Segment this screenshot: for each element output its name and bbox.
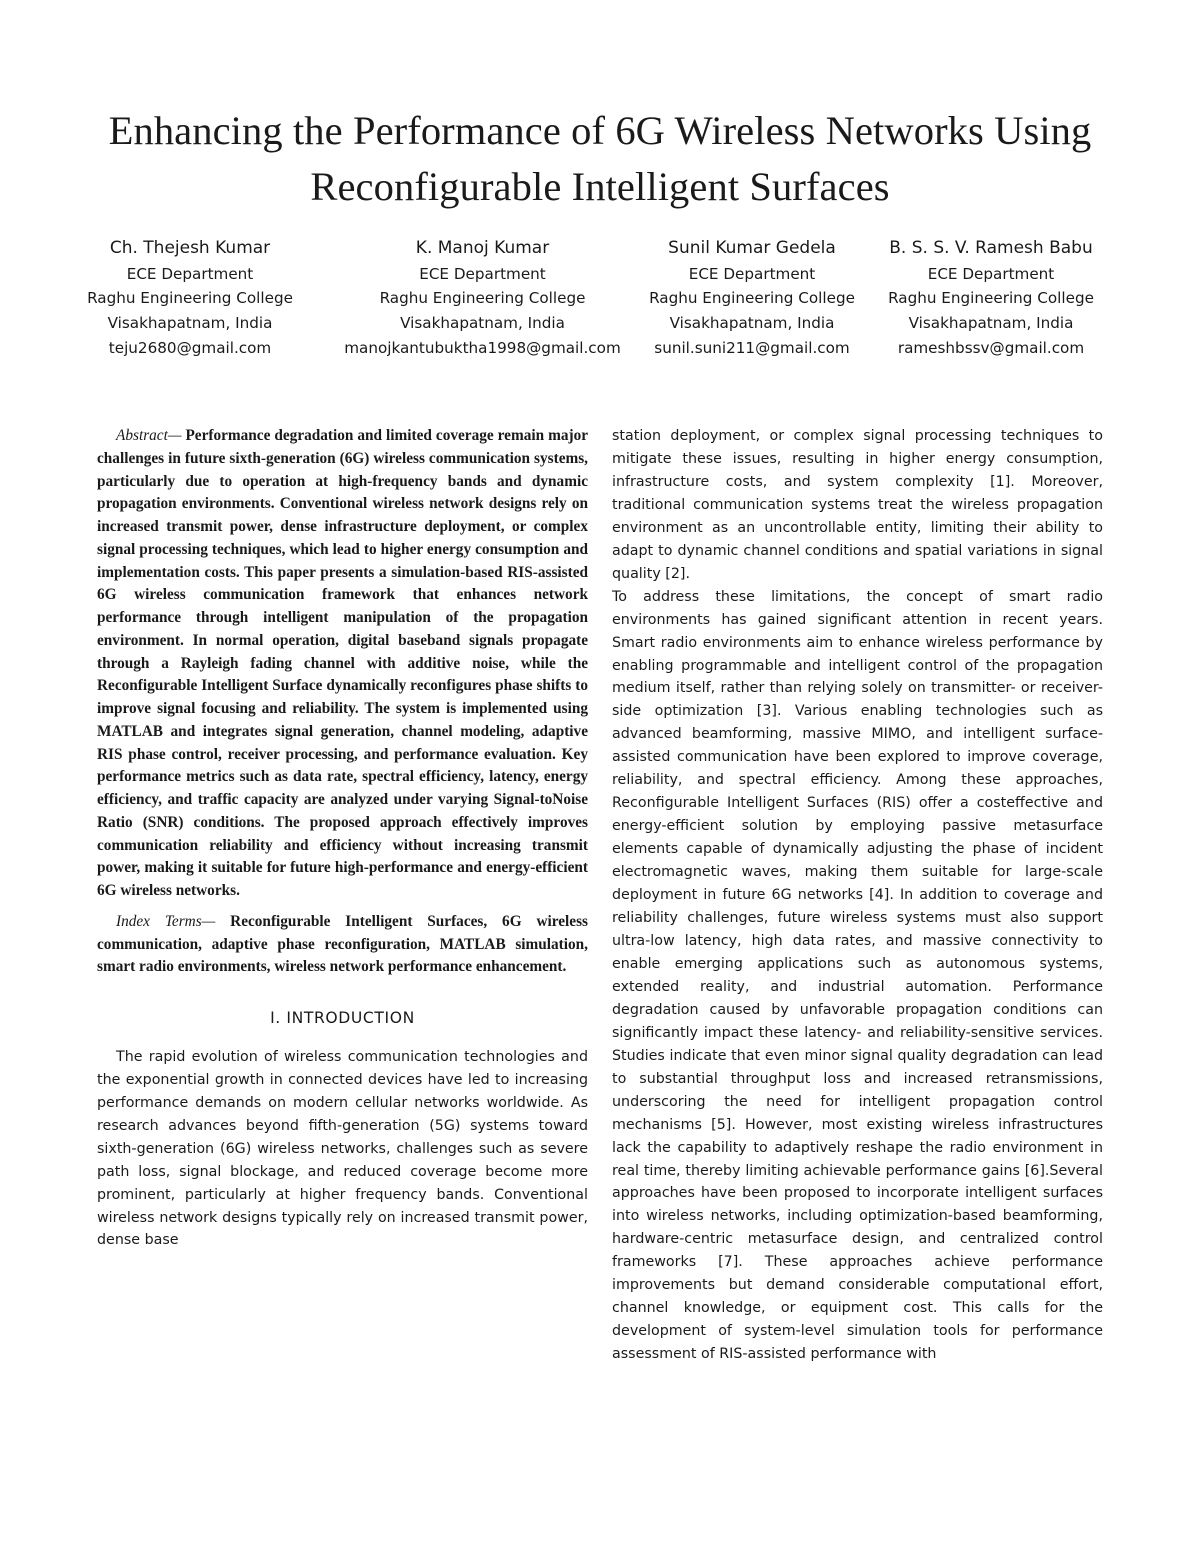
- abstract-label: Abstract—: [116, 427, 182, 444]
- author-city: Visakhapatnam, India: [400, 314, 565, 333]
- author-city: Visakhapatnam, India: [669, 314, 835, 333]
- author-department: ECE Department: [126, 264, 254, 283]
- index-terms-label: Index Terms—: [116, 912, 216, 930]
- author-email: sunil.suni211@gmail.com: [654, 338, 850, 357]
- author-email: teju2680@gmail.com: [108, 338, 272, 357]
- author-3: [640, 236, 864, 361]
- paper-title: Enhancing the Performance of 6G Wireless Networks Using Reconfigurable Intelligent Surfaces: [108, 108, 1092, 209]
- author-email: manojkantubuktha1998@gmail.com: [344, 338, 621, 357]
- intro-paragraph-1: The rapid evolution of wireless communication technologies and the exponential growth in connected devices have led to increasing performance demands on modern cellular networks worldwide. As research advances beyond fifth-generation (5G) systems toward sixth-generation (6G) wireless networks, challenges such as severe path loss, signal blockage, and reduced coverage become more prominent, particularly at higher frequency bands. Conventional wireless network designs typically rely on increased transmit power, dense base: [97, 1048, 588, 1249]
- author-department: ECE Department: [419, 264, 546, 283]
- author-name: Ch. Thejesh Kumar: [109, 238, 271, 258]
- abstract-text: Performance degradation and limited coverage remain major challenges in future sixth-generation (6G) wireless communication systems, particularly due to operation at high-frequency bands and dynamic propagation environments. Conventional wireless network designs rely on increased transmit power, dense infrastructure deployment, or complex signal processing techniques, which lead to higher energy consumption and implementation costs. This paper presents a simulation-based RIS-assisted 6G wireless communication framework that enhances network performance through intelligent manipulation of the propagation environment. In normal operation, digital baseband signals propagate through a Rayleigh fading channel with additive noise, while the Reconfigurable Intelligent Surface dynamically reconfigures phase shifts to improve signal focusing and reliability. The system is implemented using MATLAB and integrates signal generation, channel modeling, adaptive RIS phase control, receiver processing, and performance evaluation. Key performance metrics such as data rate, spectral efficiency, latency, energy efficiency, and traffic capacity are analyzed under varying Signal-toNoise Ratio (SNR) conditions. The proposed approach effectively improves communication reliability and efficiency without increasing transmit power, making it suitable for future high-performance and energy-efficient 6G wireless networks.: [97, 427, 589, 899]
- author-name: K. Manoj Kumar: [415, 238, 550, 258]
- author-college: Raghu Engineering College: [379, 289, 586, 308]
- author-2: [330, 236, 635, 361]
- author-email: rameshbssv@gmail.com: [897, 338, 1085, 357]
- section-heading-introduction: I. INTRODUCTION: [270, 1009, 415, 1027]
- index-terms: [97, 911, 588, 979]
- left-column: [97, 425, 588, 1252]
- author-college: Raghu Engineering College: [87, 289, 293, 308]
- right-column: [612, 425, 1103, 1366]
- author-college: Raghu Engineering College: [649, 289, 855, 308]
- author-block: [60, 236, 1140, 366]
- author-name: Sunil Kumar Gedela: [668, 238, 836, 258]
- author-department: ECE Department: [927, 264, 1055, 283]
- author-1: [60, 236, 320, 361]
- author-4: [872, 236, 1110, 361]
- author-department: ECE Department: [688, 264, 816, 283]
- abstract: [97, 425, 588, 903]
- author-city: Visakhapatnam, India: [908, 314, 1074, 333]
- intro-paragraph-1-continued: station deployment, or complex signal processing techniques to mitigate these issues, resulting in higher energy consumption, infrastructure costs, and system complexity [1]. Moreover, traditional communication systems treat the wireless propagation environment as an uncontrollable entity, limiting their ability to adapt to dynamic channel conditions and spatial variations in signal quality [2].: [612, 428, 1103, 582]
- author-name: B. S. S. V. Ramesh Babu: [889, 238, 1093, 258]
- intro-paragraph-2: To address these limitations, the concept of smart radio environments has gained significant attention in recent years. Smart radio environments aim to enhance wireless performance by enabling programmable and intelligent control of the propagation medium itself, rather than relying solely on transmitter- or receiver-side optimization [3]. Various enabling technologies such as advanced beamforming, massive MIMO, and intelligent surface-assisted communication have been explored to improve coverage, reliability, and spectral efficiency. Among these approaches, Reconfigurable Intelligent Surfaces (RIS) offer a costeffective and energy-efficient solution by employing passive metasurface elements capable of dynamically adjusting the phase of incident electromagnetic waves, making them suitable for large-scale deployment in future 6G networks [4]. In addition to coverage and reliability challenges, future wireless systems must also support ultra-low latency, high data rates, and massive connectivity to enable emerging applications such as autonomous systems, extended reality, and industrial automation. Performance degradation caused by unfavorable propagation conditions can significantly impact these latency- and reliability-sensitive services. Studies indicate that even minor signal quality degradation can lead to substantial throughput loss and increased retransmissions, underscoring the need for intelligent propagation control mechanisms [5]. However, most existing wireless infrastructures lack the capability to adaptively reshape the radio environment in real time, thereby limiting achievable performance gains [6].Several approaches have been proposed to incorporate intelligent surfaces into wireless networks, including optimization-based beamforming, hardware-centric metasurface design, and centralized control frameworks [7]. These approaches achieve performance improvements but demand considerable computational effort, channel knowledge, or equipment cost. This calls for the development of system-level simulation tools for performance assessment of RIS-assisted performance with: [612, 588, 1103, 1363]
- index-terms-text: Reconfigurable Intelligent Surfaces, 6G wireless communication, adaptive phase reconfiguration, MATLAB simulation, smart radio environments, wireless network performance enhancement.: [97, 912, 588, 976]
- author-city: Visakhapatnam, India: [107, 314, 273, 333]
- author-college: Raghu Engineering College: [888, 289, 1094, 308]
